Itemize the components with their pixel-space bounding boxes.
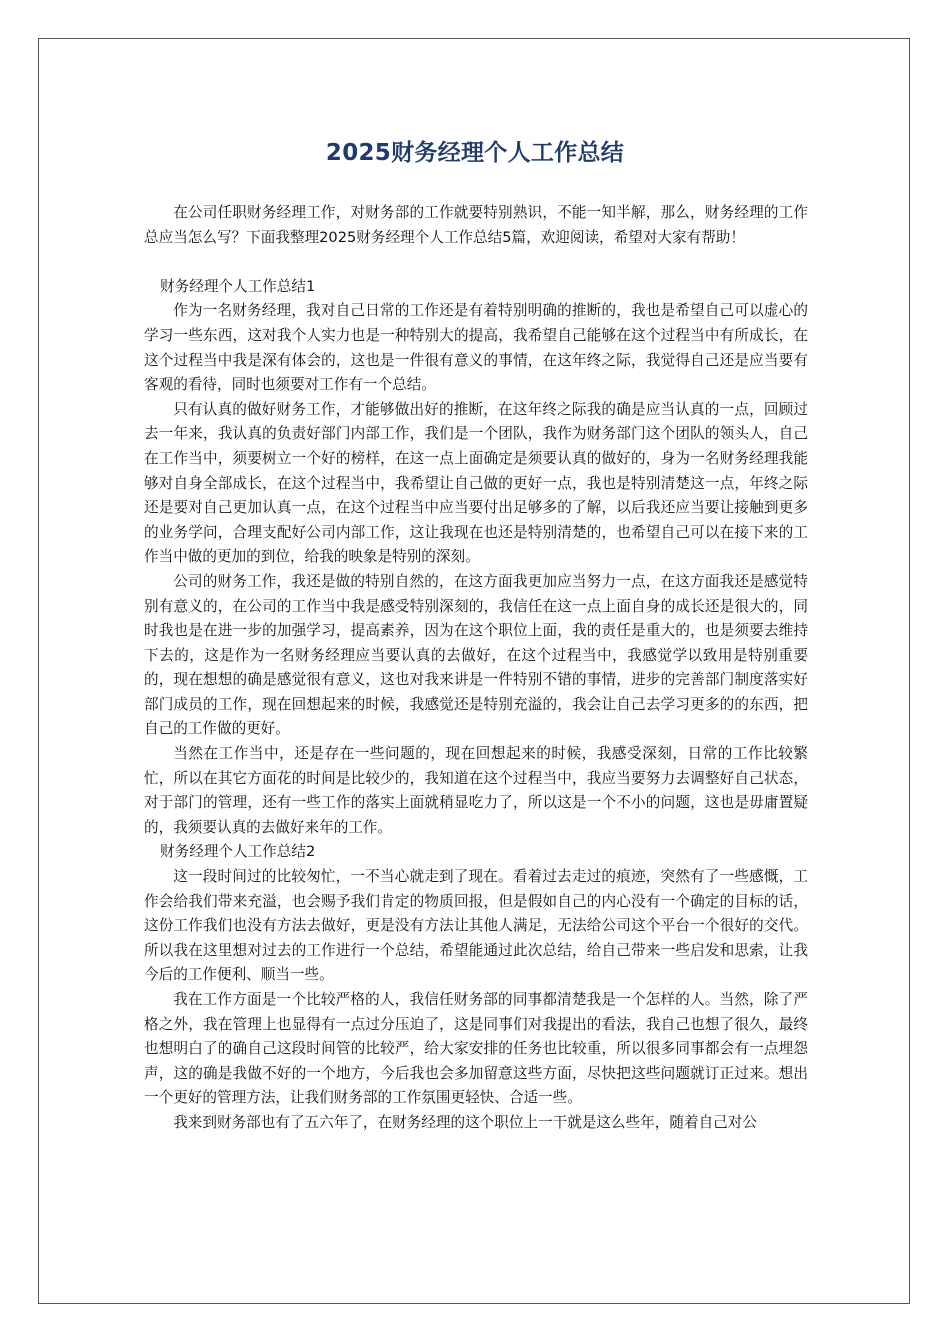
body-paragraph: 这一段时间过的比较匆忙，一不当心就走到了现在。看着过去走过的痕迹，突然有了一些感慨，工作会给我们带来充溢，也会赐予我们肯定的物质回报，但是假如自己的内心没有一个确定的目标的话，这份工作我们也没有方法去做好，更是没有方法让其他人满足，无法给公司这个平台一个很好的交代。所以我在这里想对过去的工作进行一个总结，希望能通过此次总结，给自己带来一些启发和思索，让我今后的工作便利、顺当一些。 bbox=[144, 868, 808, 984]
body-paragraph: 作为一名财务经理，我对自己日常的工作还是有着特别明确的推断的，我也是希望自己可以虚心的学习一些东西，这对我个人实力也是一种特别大的提高，我希望自己能够在这个过程当中有所成长，在这个过程当中我是深有体会的，这也是一件很有意义的事情，在这年终之际，我觉得自己还是应当要有客观的看待，同时也须要对工作有一个总结。 bbox=[144, 302, 808, 394]
body-paragraph: 公司的财务工作，我还是做的特别自然的，在这方面我更加应当努力一点，在这方面我还是感觉特别有意义的，在公司的工作当中我是感受特别深刻的，我信任在这一点上面自身的成长还是很大的，同时我也是在进一步的加强学习，提高素养，因为在这个职位上面，我的责任是重大的，也是须要去维持下去的，这是作为一名财务经理应当要认真的去做好，在这个过程当中，我感觉学以致用是特别重要的，现在想想的确是感觉很有意义，这也对我来讲是一件特别不错的事情，进步的完善部门制度落实好部门成员的工作，现在回想起来的时候，我感觉还是特别充溢的，我会让自己去学习更多的的东西，把自己的工作做的更好。 bbox=[144, 572, 808, 738]
body-paragraph: 我来到财务部也有了五六年了，在财务经理的这个职位上一干就是这么些年，随着自己对公 bbox=[173, 1113, 757, 1131]
section-heading-1: 财务经理个人工作总结1 bbox=[160, 277, 316, 295]
document-title: 2025财务经理个人工作总结 bbox=[325, 140, 625, 166]
intro-paragraph: 在公司任职财务经理工作，对财务部的工作就要特别熟识，不能一知半解，那么，财务经理的工作总应当怎么写？下面我整理2025财务经理个人工作总结5篇，欢迎阅读，希望对大家有帮助！ bbox=[144, 204, 808, 246]
body-paragraph: 我在工作方面是一个比较严格的人，我信任财务部的同事都清楚我是一个怎样的人。当然，除了严格之外，我在管理上也显得有一点过分压迫了，这是同事们对我提出的看法，我自己也想了很久，最终也想明白了的确自己这段时间管的比较严，给大家安排的任务也比较重，所以很多同事都会有一点埋怨声，这的确是我做不好的一个地方，今后我也会多加留意这些方面，尽快把这些问题就订正过来。想出一个更好的管理方法，让我们财务部的工作氛围更轻快、合适一些。 bbox=[144, 991, 808, 1107]
section-heading-2: 财务经理个人工作总结2 bbox=[160, 843, 316, 861]
document-body bbox=[144, 201, 808, 1136]
body-paragraph: 当然在工作当中，还是存在一些问题的，现在回想起来的时候，我感受深刻，日常的工作比较繁忙，所以在其它方面花的时间是比较少的，我知道在这个过程当中，我应当要努力去调整好自己状态，对于部门的管理，还有一些工作的落实上面就稍显吃力了，所以这是一个不小的问题，这也是毋庸置疑的，我须要认真的去做好来年的工作。 bbox=[144, 745, 808, 836]
body-paragraph: 只有认真的做好财务工作，才能够做出好的推断，在这年终之际我的确是应当认真的一点，回顾过去一年来，我认真的负责好部门内部工作，我们是一个团队，我作为财务部门这个团队的领头人，自己在工作当中，须要树立一个好的榜样，在这一点上面确定是须要认真的做好的，身为一名财务经理我能够对自身全部成长，在这个过程当中，我希望让自己做的更好一点，我也是特别清楚这一点，年终之际还是要对自己更加认真一点，在这个过程当中应当要付出足够多的了解，以后我还应当要让接触到更多的业务学问，合理支配好公司内部工作，这让我现在也还是特别清楚的，也希望自己可以在接下来的工作当中做的更加的到位，给我的映象是特别的深刻。 bbox=[144, 400, 808, 566]
